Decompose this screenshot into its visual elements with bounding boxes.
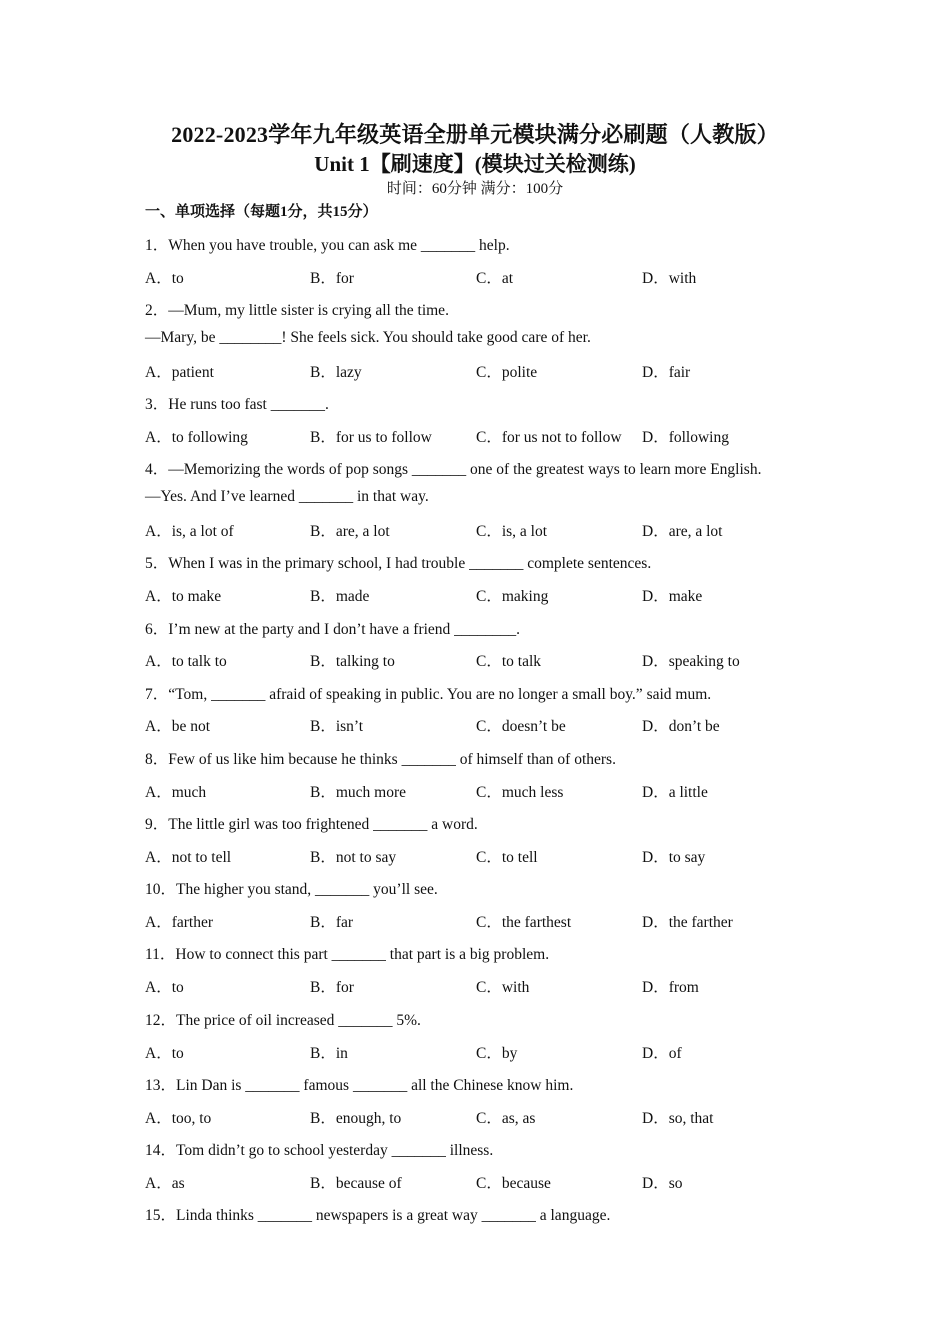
question-9-option-b: B．not to say (310, 849, 397, 866)
question-3-option-c: C．for us not to follow (476, 429, 622, 446)
question-7-option-c: C．doesn’t be (476, 718, 566, 735)
question-3-option-a: A．to following (145, 429, 248, 446)
question-6-option-d: D．speaking to (642, 653, 740, 670)
question-12-option-c: C．by (476, 1045, 518, 1062)
question-5-option-d: D．make (642, 588, 703, 605)
question-14-option-a: A．as (145, 1175, 185, 1192)
question-12-option-a: A．to (145, 1045, 184, 1062)
question-13-option-c: C．as, as (476, 1110, 536, 1127)
question-6-option-a: A．to talk to (145, 653, 227, 670)
question-5: 5．When I was in the primary school, I had trouble _______ complete sentences. (145, 555, 652, 572)
question-13-option-d: D．so, that (642, 1110, 714, 1127)
question-10: 10．The higher you stand, _______ you’ll see. (145, 881, 438, 898)
question-3-option-b: B．for us to follow (310, 429, 432, 446)
question-8: 8．Few of us like him because he thinks _______ of himself than of others. (145, 751, 616, 768)
question-11-option-b: B．for (310, 979, 354, 996)
question-7-option-b: B．isn’t (310, 718, 364, 735)
question-8-option-c: C．much less (476, 784, 564, 801)
question-6: 6．I’m new at the party and I don’t have a friend ________. (145, 621, 521, 638)
question-9-option-a: A．not to tell (145, 849, 232, 866)
question-13-option-b: B．enough, to (310, 1110, 402, 1127)
question-10-option-c: C．the farthest (476, 914, 572, 931)
question-12-option-d: D．of (642, 1045, 682, 1062)
question-3: 3．He runs too fast _______. (145, 396, 329, 413)
question-2: 2．—Mum, my little sister is crying all the time. (145, 302, 449, 319)
exam-meta: 时间：60分钟 满分：100分 (386, 181, 564, 197)
question-1-option-b: B．for (310, 270, 354, 287)
question-14-option-b: B．because of (310, 1175, 402, 1192)
question-5-option-b: B．made (310, 588, 370, 605)
question-14: 14．Tom didn’t go to school yesterday _______ illness. (145, 1142, 494, 1159)
question-12: 12．The price of oil increased _______ 5%. (145, 1012, 421, 1029)
question-10-option-d: D．the farther (642, 914, 733, 931)
question-1: 1．When you have trouble, you can ask me _______ help. (145, 237, 510, 254)
question-2-option-d: D．fair (642, 364, 691, 381)
question-5-option-c: C．making (476, 588, 549, 605)
question-8-option-a: A．much (145, 784, 207, 801)
question-2-option-c: C．polite (476, 364, 538, 381)
question-4-option-d: D．are, a lot (642, 523, 723, 540)
page-title: 2022-2023学年九年级英语全册单元模块满分必刷题（人教版） (171, 122, 779, 147)
question-8-option-b: B．much more (310, 784, 406, 801)
question-15: 15．Linda thinks _______ newspapers is a great way _______ a language. (145, 1207, 611, 1224)
question-14-option-c: C．because (476, 1175, 551, 1192)
question-2-option-a: A．patient (145, 364, 214, 381)
question-11: 11．How to connect this part _______ that part is a big problem. (145, 946, 550, 963)
question-4-option-b: B．are, a lot (310, 523, 390, 540)
question-4-option-c: C．is, a lot (476, 523, 548, 540)
question-9: 9．The little girl was too frightened _______ a word. (145, 816, 478, 833)
question-12-option-b: B．in (310, 1045, 348, 1062)
question-5-option-a: A．to make (145, 588, 222, 605)
question-6-option-c: C．to talk (476, 653, 542, 670)
question-2-line-2: —Mary, be ________! She feels sick. You should take good care of her. (145, 329, 591, 346)
question-11-option-a: A．to (145, 979, 184, 996)
question-7-option-d: D．don’t be (642, 718, 720, 735)
question-2-option-b: B．lazy (310, 364, 362, 381)
page-subtitle: Unit 1【刷速度】(模块过关检测练) (314, 152, 636, 176)
question-4-option-a: A．is, a lot of (145, 523, 234, 540)
question-4-line-2: —Yes. And I’ve learned _______ in that way. (145, 488, 429, 505)
section-heading: 一、单项选择（每题1分，共15分） (145, 204, 378, 220)
question-13-option-a: A．too, to (145, 1110, 212, 1127)
question-4: 4．—Memorizing the words of pop songs _______ one of the greatest ways to learn more English. (145, 461, 762, 478)
question-1-option-a: A．to (145, 270, 184, 287)
question-1-option-d: D．with (642, 270, 697, 287)
question-14-option-d: D．so (642, 1175, 683, 1192)
question-10-option-b: B．far (310, 914, 354, 931)
question-11-option-c: C．with (476, 979, 530, 996)
question-8-option-d: D．a little (642, 784, 708, 801)
question-13: 13．Lin Dan is _______ famous _______ all the Chinese know him. (145, 1077, 574, 1094)
question-11-option-d: D．from (642, 979, 699, 996)
question-1-option-c: C．at (476, 270, 514, 287)
question-3-option-d: D．following (642, 429, 729, 446)
question-9-option-c: C．to tell (476, 849, 538, 866)
question-7-option-a: A．be not (145, 718, 211, 735)
question-10-option-a: A．farther (145, 914, 213, 931)
question-9-option-d: D．to say (642, 849, 706, 866)
question-6-option-b: B．talking to (310, 653, 395, 670)
question-7: 7．“Tom, _______ afraid of speaking in public. You are no longer a small boy.” said mum. (145, 686, 712, 703)
